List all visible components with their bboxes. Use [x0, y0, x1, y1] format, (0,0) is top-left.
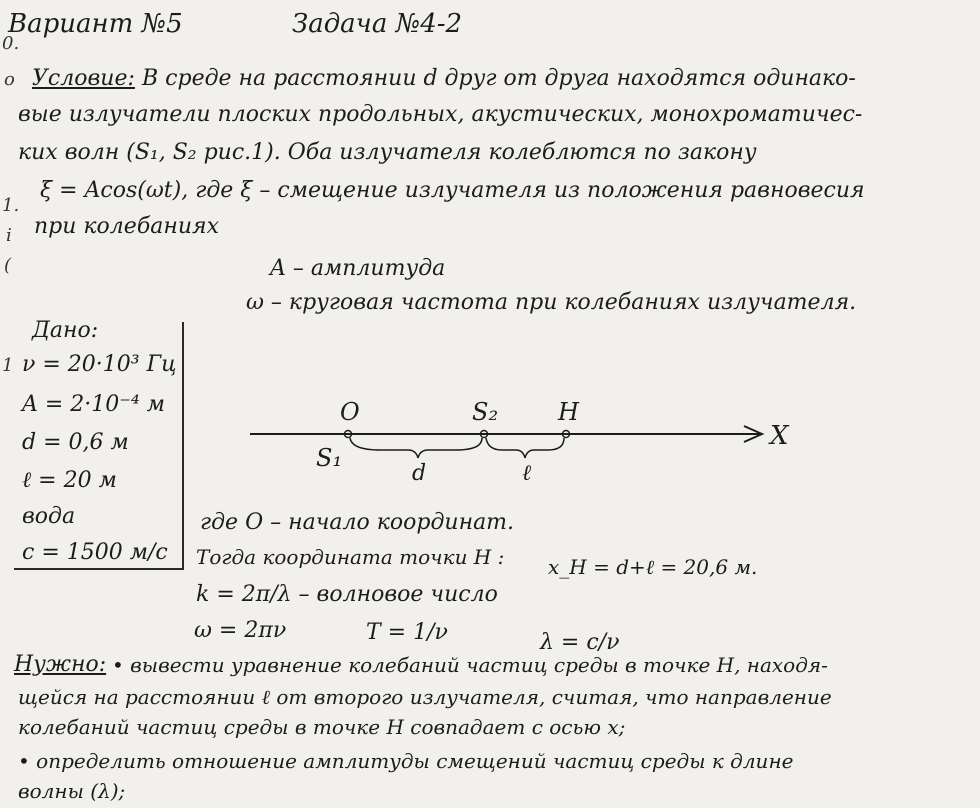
task-title: Задача №4-2 [292, 9, 463, 39]
variant-title: Вариант №5 [8, 9, 183, 39]
given-distance-d: d = 0,6 м [22, 430, 129, 455]
required-line: • вывести уравнение колебаний частиц среды в точке H, находя- [112, 653, 828, 677]
axis-diagram [240, 390, 800, 490]
label-h: H [558, 398, 579, 426]
given-amplitude: A = 2·10⁻⁴ м [22, 392, 165, 417]
note-coordinate-label: Тогда координата точки H : [196, 545, 505, 569]
required-line: волны (λ); [18, 779, 126, 803]
required-line: щейся на расстоянии ℓ от второго излучателя, считая, что направление [18, 685, 832, 709]
definition-frequency: ω – круговая частота при колебаниях излучателя. [246, 290, 857, 315]
note-coordinate-value: x_H = d+ℓ = 20,6 м. [548, 555, 758, 579]
note-wavelength: λ = c/ν [540, 630, 620, 655]
brace-l [486, 438, 564, 458]
label-o: O [340, 398, 360, 426]
condition-line: при колебаниях [34, 214, 220, 239]
note-period: T = 1/ν [366, 620, 448, 645]
note-omega: ω = 2πν [194, 618, 287, 643]
given-label: Дано: [32, 318, 99, 343]
given-distance-l: ℓ = 20 м [22, 468, 117, 493]
label-segment-l: ℓ [522, 461, 532, 486]
label-segment-d: d [412, 461, 427, 486]
margin-mark: ( [4, 255, 12, 276]
given-frequency: ν = 20·10³ Гц [22, 352, 177, 377]
required-line: • определить отношение амплитуды смещений частиц среды к длине [18, 749, 794, 773]
condition-line: вые излучатели плоских продольных, акустических, монохроматичес- [18, 102, 863, 127]
required-line: колебаний частиц среды в точке H совпадает с осью x; [18, 715, 626, 739]
condition-line: В среде на расстоянии d друг от друга находятся одинако- [142, 66, 856, 91]
label-s1: S₁ [316, 444, 343, 472]
given-speed: c = 1500 м/с [22, 540, 168, 565]
brace-d [350, 438, 482, 458]
note-wavenumber: k = 2π/λ – волновое число [196, 582, 498, 607]
condition-label: Условие: [32, 66, 135, 91]
label-x-axis: X [770, 421, 789, 451]
margin-mark: o [4, 69, 15, 90]
margin-mark: 0. [2, 33, 20, 54]
condition-line: ких волн (S₁, S₂ рис.1). Оба излучателя колеблются по закону [18, 140, 757, 165]
margin-mark: 1. [2, 195, 20, 216]
condition-line: ξ = Acos(ωt), где ξ – смещение излучателя из положения равновесия [40, 178, 865, 203]
definition-amplitude: A – амплитуда [270, 256, 446, 281]
required-label: Нужно: [14, 652, 107, 677]
given-medium: вода [22, 504, 76, 529]
margin-mark: 1 [2, 355, 14, 376]
label-s2: S₂ [472, 398, 499, 426]
margin-mark: i [6, 225, 12, 246]
note-origin: где O – начало координат. [200, 510, 515, 535]
